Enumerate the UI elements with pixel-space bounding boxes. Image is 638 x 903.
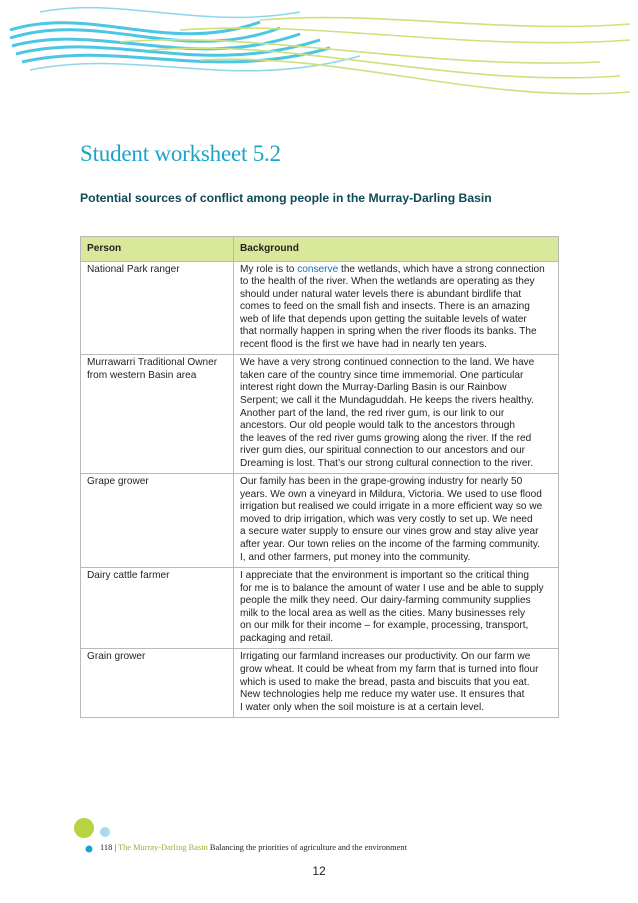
page-title: Student worksheet 5.2	[80, 141, 281, 166]
table-row	[81, 474, 559, 568]
page-number: 12	[312, 864, 326, 878]
person-cell: National Park ranger	[81, 261, 234, 355]
footer-chapter: Balancing the priorities of agriculture and the environment	[209, 843, 407, 852]
person-cell: Grape grower	[81, 474, 234, 568]
background-cell: I appreciate that the environment is important so the critical thing for me is to balance the amount of water I use and be able to supply people the milk they need. Our dairy-farming community supplies milk to the local area as well as the cities. Many businesses rely on our milk for their income – for example, processing, transport, packaging and retail.	[234, 568, 559, 649]
column-header-background: Background	[234, 237, 559, 262]
person-cell: Grain grower	[81, 649, 234, 718]
table-header-row	[81, 237, 559, 262]
table-row	[81, 261, 559, 355]
table-row	[81, 649, 559, 718]
table-row	[81, 355, 559, 474]
footer-book-name: The Murray-Darling Basin	[117, 843, 208, 852]
decorative-wave-header	[0, 0, 638, 110]
conflict-table	[80, 236, 559, 718]
worksheet-subtitle: Potential sources of conflict among people in the Murray-Darling Basin	[80, 191, 492, 205]
person-cell: Dairy cattle farmer	[81, 568, 234, 649]
table-row	[81, 568, 559, 649]
background-cell: My role is to conserve the wetlands, which have a strong connection to the health of the river. When the wetlands are operating as they should under natural water levels there is abundant birdlife that comes to feed on the small fish and insects. There is an amazing web of life that depends upon getting the suitable levels of water that normally happen in spring when the river floods its banks. The recent flood is the first we have had in nearly ten years.	[234, 261, 559, 355]
footer-page-ref: 118 |	[100, 843, 117, 852]
person-cell: Murrawarri Traditional Owner from western Basin area	[81, 355, 234, 474]
background-cell: Our family has been in the grape-growing industry for nearly 50 years. We own a vineyard in Mildura, Victoria. We used to use flood irrigation but realised we could irrigate in a more efficient way so we moved to drip irrigation, which was very costly to set up. We need a secure water supply to ensure our vines grow and stay alive year after year. Our town relies on the income of the farming community. I, and other farmers, put money into the community.	[234, 474, 559, 568]
page-footer	[100, 843, 407, 852]
conserve-link[interactable]: conserve	[297, 263, 339, 275]
background-cell: Irrigating our farmland increases our productivity. On our farm we grow wheat. It could be wheat from my farm that is turned into flour which is used to make the bread, pasta and biscuits that you eat. New technologies help me reduce my water use. It ensures that I water only when the soil moisture is at a certain level.	[234, 649, 559, 718]
background-cell: We have a very strong continued connection to the land. We have taken care of the country since time immemorial. One particular interest right down the Murray-Darling Basin is our Rainbow Serpent; we call it the Mundaguddah. He keeps the rivers healthy. Another part of the land, the red river gum, is our link to our ancestors. Our old people would talk to the ancestors through the leaves of the red river gums growing along the river. If the red river gum dies, our spiritual connection to our ancestors and our Dreaming is lost. That’s our strong cultural connection to the river.	[234, 355, 559, 474]
column-header-person: Person	[81, 237, 234, 262]
